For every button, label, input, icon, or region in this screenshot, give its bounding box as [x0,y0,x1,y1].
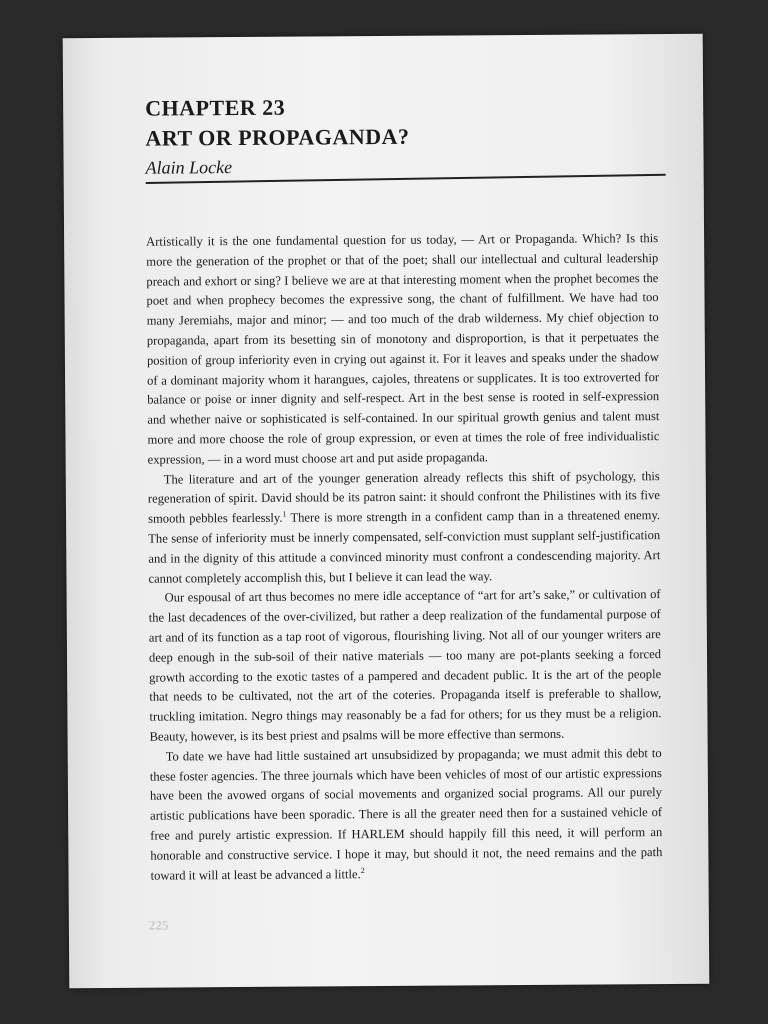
paragraph-text-continued: There is more strength in a confident camp than in a threatened enemy. The sense of inferiority must be innerly compensated, self-conviction must supplant self-justification and in the dignity of this attitude a convinced minority must confront a condescending majority. Art cannot completely accomplish this, but I believe it can lead the way. [148,508,661,586]
paragraph-2 [148,467,661,589]
page-number: 225 [148,917,169,933]
paragraph-1 [146,229,660,470]
chapter-number: CHAPTER 23 [145,94,286,121]
chapter-author: Alain Locke [145,157,233,178]
paragraph-text: Artistically it is the one fundamental question for us today, — Art or Propaganda. Which? Is this more the generation of the prophet or that of the poet; shall our intellectual and cultural leadership preach and exhort or sing? I believe we are at that interesting moment when the prophet becomes the poet and when prophecy becomes the expressive song, the chant of fulfillment. We have had too many Jeremiahs, major and minor; — and too much of the drab wilderness. My chief objection to propaganda, apart from its besetting sin of monotony and disproportion, is that it perpetuates the position of group inferiority even in crying out against it. For it leaves and speaks under the shadow of a dominant majority whom it harangues, cajoles, threatens or supplicates. It is too extroverted for balance or poise or inner dignity and self-respect. Art in the best sense is rooted in self-expression and whether naive or sophisticated is self-contained. In our spiritual growth genius and talent must more and more choose the role of group expression, or even at times the role of free individualistic expression, — in a word must choose art and put aside propaganda. [146,231,660,467]
book-page [63,34,710,988]
paragraph-4 [150,744,663,886]
paragraph-text: To date we have had little sustained art unsubsidized by propaganda; we must admit this debt to these foster agencies. The three journals which have been vehicles of most of our artistic expressions have been the avowed organs of social movements and organized social programs. All our purely artistic publications have been sporadic. There is all the greater need then for a sustained vehicle of free and purely artistic expression. If HARLEM should happily fill this need, it will perform an honorable and constructive service. I hope it may, but should it not, the need remains and the path toward it will at least be advanced a little. [149,745,663,883]
paragraph-3 [149,585,662,747]
chapter-header [145,92,410,179]
paragraph-text: Our espousal of art thus becomes no mere idle acceptance of “art for art’s sake,” or cultivation of the last decadences of the over-civilized, but rather a deep realization of the fundamental purpose of art and of its function as a tap root of vigorous, flourishing living. Not all of our younger writers are deep enough in the sub-soil of their native materials — too many are pot-plants seeking a forced growth according to the exotic tastes of a pampered and decadent public. It is the art of the people that needs to be cultivated, not the art of the coteries. Propaganda itself is preferable to shallow, truckling imitation. Negro things may reasonably be a fad for others; for us they must be a religion. Beauty, however, is its best priest and psalms will be more effective than sermons. [148,587,662,744]
chapter-title: ART OR PROPAGANDA? [145,123,410,151]
footnote-marker: 2 [360,865,365,875]
paragraph-text: The literature and art of the younger generation already reflects this shift of psychology, this regeneration of spirit. David should be its patron saint: it should confront the Philistines with its five smooth pebbles fearlessly. [147,468,660,526]
footnote-marker: 1 [282,509,287,519]
body-text [146,229,663,886]
